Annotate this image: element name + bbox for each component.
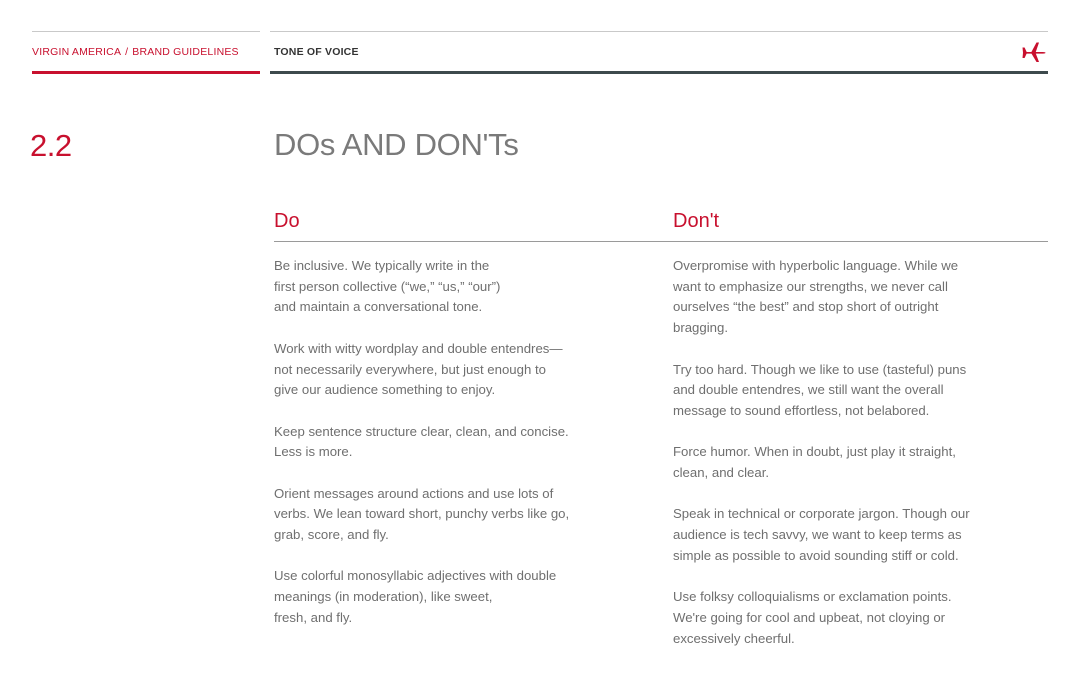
- airplane-icon: [1022, 41, 1046, 63]
- breadcrumb-separator: /: [125, 46, 129, 58]
- heading-divider: [274, 241, 1048, 242]
- header-top-rule-left: [32, 31, 260, 32]
- do-heading: Do: [274, 210, 300, 232]
- do-column: [274, 256, 646, 649]
- header-top-rule-right: [270, 31, 1048, 32]
- dont-item: Speak in technical or corporate jargon. Though our audience is tech savvy, we want to keep terms as simple as possible to avoid sounding stiff or cold.: [673, 506, 970, 563]
- page-title: DOs AND DON'Ts: [274, 127, 519, 162]
- section-label: TONE OF VOICE: [274, 46, 359, 58]
- dont-heading: Don't: [673, 210, 720, 232]
- dont-column: [673, 256, 1045, 670]
- breadcrumb: [32, 46, 239, 58]
- do-item: Be inclusive. We typically write in the first person collective (“we,” “us,” “our”) and maintain a conversational tone.: [274, 258, 501, 315]
- dont-item: Use folksy colloquialisms or exclamation points. We're going for cool and upbeat, not cloying or excessively cheerful.: [673, 589, 952, 646]
- do-item: Work with witty wordplay and double entendres— not necessarily everywhere, but just enough to give our audience something to enjoy.: [274, 340, 563, 398]
- do-item: Keep sentence structure clear, clean, and concise. Less is more.: [274, 423, 569, 460]
- dont-item: Force humor. When in doubt, just play it straight, clean, and clear.: [673, 444, 956, 480]
- do-item: Use colorful monosyllabic adjectives with double meanings (in moderation), like sweet, fresh, and fly.: [274, 568, 557, 625]
- breadcrumb-guide: BRAND GUIDELINES: [132, 46, 239, 58]
- breadcrumb-brand: VIRGIN AMERICA: [32, 46, 122, 58]
- dont-item: Overpromise with hyperbolic language. While we want to emphasize our strengths, we never call ourselves “the best” and stop short of outright bragging.: [673, 258, 959, 336]
- section-number: 2.2: [30, 128, 72, 163]
- header-accent-bar: [32, 71, 260, 74]
- dont-item: Try too hard. Though we like to use (tasteful) puns and double entendres, we still want the overall message to sound effortless, not belabored.: [673, 361, 967, 418]
- do-item: Orient messages around actions and use lots of verbs. We lean toward short, punchy verbs like go, grab, score, and fly.: [274, 485, 570, 543]
- header-dark-bar: [270, 71, 1048, 74]
